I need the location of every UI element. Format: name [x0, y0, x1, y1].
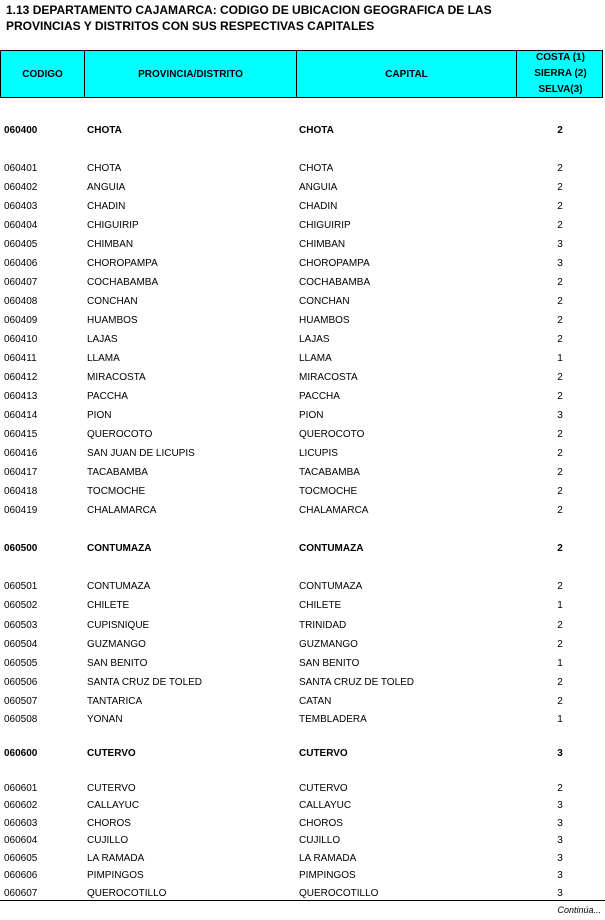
region-cell: 2 — [557, 505, 563, 516]
region-cell: 3 — [557, 853, 563, 864]
codigo-cell: 060410 — [4, 334, 38, 345]
region-cell: 2 — [557, 429, 563, 440]
district-row — [0, 798, 605, 813]
title-line-2: PROVINCIAS Y DISTRITOS CON SUS RESPECTIVAS CAPITALES — [6, 19, 375, 33]
codigo-cell: 060603 — [4, 818, 38, 829]
region-cell: 2 — [557, 296, 563, 307]
region-cell: 2 — [557, 448, 563, 459]
district-row — [0, 484, 605, 499]
nombre-cell: CONTUMAZA — [87, 581, 151, 592]
nombre-cell: QUEROCOTILLO — [87, 888, 167, 899]
codigo-cell: 060403 — [4, 201, 38, 212]
capital-cell: PION — [299, 410, 324, 421]
region-cell: 2 — [557, 639, 563, 650]
district-row — [0, 579, 605, 594]
nombre-cell: LLAMA — [87, 353, 120, 364]
district-row — [0, 332, 605, 347]
codigo-cell: 060409 — [4, 315, 38, 326]
capital-cell: CUTERVO — [299, 748, 348, 759]
codigo-cell: 060501 — [4, 581, 38, 592]
capital-cell: HUAMBOS — [299, 315, 350, 326]
region-cell: 2 — [557, 620, 563, 631]
region-cell: 2 — [557, 486, 563, 497]
nombre-cell: GUZMANGO — [87, 639, 146, 650]
capital-cell: CHOROS — [299, 818, 343, 829]
codigo-cell: 060504 — [4, 639, 38, 650]
header-provincia-distrito: PROVINCIA/DISTRITO — [85, 51, 297, 97]
nombre-cell: CHOROPAMPA — [87, 258, 158, 269]
nombre-cell: YONAN — [87, 714, 123, 725]
nombre-cell: CHIMBAN — [87, 239, 134, 250]
nombre-cell: QUEROCOTO — [87, 429, 153, 440]
capital-cell: MIRACOSTA — [299, 372, 358, 383]
nombre-cell: CALLAYUC — [87, 800, 140, 811]
district-row — [0, 389, 605, 404]
codigo-cell: 060502 — [4, 600, 38, 611]
header-codigo: CODIGO — [1, 51, 85, 97]
district-row — [0, 237, 605, 252]
capital-cell: LICUPIS — [299, 448, 338, 459]
district-row — [0, 816, 605, 831]
codigo-cell: 060406 — [4, 258, 38, 269]
district-row — [0, 446, 605, 461]
district-row — [0, 199, 605, 214]
capital-cell: QUEROCOTILLO — [299, 888, 379, 899]
region-cell: 2 — [557, 277, 563, 288]
nombre-cell: LA RAMADA — [87, 853, 145, 864]
continua-note: Continúa... — [557, 905, 601, 915]
region-cell: 2 — [557, 125, 563, 136]
district-row — [0, 868, 605, 883]
region-cell: 3 — [557, 888, 563, 899]
region-cell: 1 — [557, 714, 563, 725]
capital-cell: CHILETE — [299, 600, 342, 611]
capital-cell: TRINIDAD — [299, 620, 347, 631]
region-cell: 2 — [557, 783, 563, 794]
nombre-cell: SANTA CRUZ DE TOLED — [87, 677, 203, 688]
region-cell: 2 — [557, 182, 563, 193]
district-row — [0, 833, 605, 848]
district-row — [0, 637, 605, 652]
capital-cell: CHIMBAN — [299, 239, 346, 250]
capital-cell: QUEROCOTO — [299, 429, 365, 440]
capital-cell: CHIGUIRIP — [299, 220, 351, 231]
region-cell: 2 — [557, 334, 563, 345]
nombre-cell: TANTARICA — [87, 696, 143, 707]
capital-cell: CATAN — [299, 696, 332, 707]
codigo-cell: 060418 — [4, 486, 38, 497]
capital-cell: CUJILLO — [299, 835, 341, 846]
capital-cell: LA RAMADA — [299, 853, 357, 864]
nombre-cell: SAN JUAN DE LICUPIS — [87, 448, 195, 459]
nombre-cell: TACABAMBA — [87, 467, 148, 478]
nombre-cell: CONCHAN — [87, 296, 138, 307]
region-cell: 2 — [557, 467, 563, 478]
nombre-cell: PACCHA — [87, 391, 128, 402]
district-row — [0, 694, 605, 709]
district-row — [0, 313, 605, 328]
district-row — [0, 886, 605, 901]
district-row — [0, 408, 605, 423]
nombre-cell: CHADIN — [87, 201, 126, 212]
capital-cell: SANTA CRUZ DE TOLED — [299, 677, 415, 688]
capital-cell: CUTERVO — [299, 783, 348, 794]
district-row — [0, 294, 605, 309]
nombre-cell: CHOTA — [87, 125, 122, 136]
codigo-cell: 060508 — [4, 714, 38, 725]
region-cell: 3 — [557, 800, 563, 811]
nombre-cell: CUJILLO — [87, 835, 129, 846]
province-row — [0, 123, 605, 138]
region-cell: 2 — [557, 220, 563, 231]
nombre-cell: LAJAS — [87, 334, 118, 345]
capital-cell: SAN BENITO — [299, 658, 360, 669]
nombre-cell: CHOTA — [87, 163, 122, 174]
district-row — [0, 675, 605, 690]
codigo-cell: 060412 — [4, 372, 38, 383]
codigo-cell: 060500 — [4, 543, 38, 554]
region-cell: 3 — [557, 835, 563, 846]
capital-cell: GUZMANGO — [299, 639, 358, 650]
region-cell: 2 — [557, 372, 563, 383]
nombre-cell: SAN BENITO — [87, 658, 148, 669]
capital-cell: COCHABAMBA — [299, 277, 371, 288]
district-row — [0, 161, 605, 176]
region-cell: 1 — [557, 600, 563, 611]
nombre-cell: PIMPINGOS — [87, 870, 144, 881]
region-cell: 1 — [557, 658, 563, 669]
region-cell: 2 — [557, 315, 563, 326]
capital-cell: ANGUIA — [299, 182, 338, 193]
district-row — [0, 851, 605, 866]
codigo-cell: 060606 — [4, 870, 38, 881]
district-row — [0, 370, 605, 385]
codigo-cell: 060417 — [4, 467, 38, 478]
capital-cell: CHOROPAMPA — [299, 258, 370, 269]
district-row — [0, 180, 605, 195]
codigo-cell: 060503 — [4, 620, 38, 631]
codigo-cell: 060413 — [4, 391, 38, 402]
header-capital: CAPITAL — [297, 51, 517, 97]
nombre-cell: CUPISNIQUE — [87, 620, 150, 631]
codigo-cell: 060415 — [4, 429, 38, 440]
capital-cell: CHALAMARCA — [299, 505, 369, 516]
capital-cell: CHOTA — [299, 125, 334, 136]
codigo-cell: 060400 — [4, 125, 38, 136]
codigo-cell: 060602 — [4, 800, 38, 811]
region-cell: 2 — [557, 543, 563, 554]
region-cell: 3 — [557, 239, 563, 250]
nombre-cell: ANGUIA — [87, 182, 126, 193]
province-row — [0, 746, 605, 761]
codigo-cell: 060607 — [4, 888, 38, 899]
capital-cell: CONTUMAZA — [299, 581, 363, 592]
capital-cell: TACABAMBA — [299, 467, 360, 478]
capital-cell: TOCMOCHE — [299, 486, 358, 497]
province-row — [0, 541, 605, 556]
region-cell: 2 — [557, 201, 563, 212]
nombre-cell: HUAMBOS — [87, 315, 138, 326]
district-row — [0, 503, 605, 518]
region-cell: 2 — [557, 696, 563, 707]
nombre-cell: CHILETE — [87, 600, 130, 611]
region-cell: 3 — [557, 258, 563, 269]
codigo-cell: 060419 — [4, 505, 38, 516]
region-cell: 2 — [557, 391, 563, 402]
codigo-cell: 060414 — [4, 410, 38, 421]
region-cell: 3 — [557, 748, 563, 759]
codigo-cell: 060411 — [4, 353, 37, 364]
district-row — [0, 656, 605, 671]
header-region-selva: SELVA(3) — [538, 84, 583, 95]
codigo-cell: 060604 — [4, 835, 38, 846]
capital-cell: TEMBLADERA — [299, 714, 367, 725]
district-row — [0, 712, 605, 727]
codigo-cell: 060402 — [4, 182, 38, 193]
region-cell: 3 — [557, 410, 563, 421]
district-row — [0, 218, 605, 233]
district-row — [0, 256, 605, 271]
codigo-cell: 060407 — [4, 277, 38, 288]
region-cell: 2 — [557, 163, 563, 174]
bottom-rule — [0, 900, 605, 901]
capital-cell: LAJAS — [299, 334, 330, 345]
region-cell: 2 — [557, 581, 563, 592]
district-row — [0, 781, 605, 796]
nombre-cell: CUTERVO — [87, 748, 136, 759]
nombre-cell: CONTUMAZA — [87, 543, 152, 554]
region-cell: 1 — [557, 353, 563, 364]
nombre-cell: CUTERVO — [87, 783, 136, 794]
district-row — [0, 465, 605, 480]
region-cell: 3 — [557, 818, 563, 829]
header-region-sierra: SIERRA (2) — [534, 68, 587, 79]
nombre-cell: PION — [87, 410, 112, 421]
codigo-cell: 060401 — [4, 163, 38, 174]
nombre-cell: CHIGUIRIP — [87, 220, 139, 231]
capital-cell: CHOTA — [299, 163, 334, 174]
header-region-costa: COSTA (1) — [536, 52, 585, 63]
district-row — [0, 275, 605, 290]
nombre-cell: CHALAMARCA — [87, 505, 157, 516]
district-row — [0, 598, 605, 613]
codigo-cell: 060506 — [4, 677, 38, 688]
capital-cell: PIMPINGOS — [299, 870, 356, 881]
nombre-cell: MIRACOSTA — [87, 372, 146, 383]
region-cell: 2 — [557, 677, 563, 688]
codigo-cell: 060601 — [4, 783, 38, 794]
title-line-1: 1.13 DEPARTAMENTO CAJAMARCA: CODIGO DE UBICACION GEOGRAFICA DE LAS — [6, 3, 492, 17]
codigo-cell: 060408 — [4, 296, 38, 307]
district-row — [0, 351, 605, 366]
capital-cell: CALLAYUC — [299, 800, 352, 811]
capital-cell: LLAMA — [299, 353, 332, 364]
capital-cell: CHADIN — [299, 201, 338, 212]
region-cell: 3 — [557, 870, 563, 881]
district-row — [0, 427, 605, 442]
capital-cell: CONCHAN — [299, 296, 350, 307]
codigo-cell: 060600 — [4, 748, 38, 759]
capital-cell: CONTUMAZA — [299, 543, 364, 554]
capital-cell: PACCHA — [299, 391, 340, 402]
codigo-cell: 060416 — [4, 448, 38, 459]
nombre-cell: COCHABAMBA — [87, 277, 159, 288]
codigo-cell: 060507 — [4, 696, 38, 707]
codigo-cell: 060605 — [4, 853, 38, 864]
codigo-cell: 060505 — [4, 658, 38, 669]
codigo-cell: 060405 — [4, 239, 38, 250]
district-row — [0, 618, 605, 633]
nombre-cell: TOCMOCHE — [87, 486, 146, 497]
codigo-cell: 060404 — [4, 220, 38, 231]
nombre-cell: CHOROS — [87, 818, 131, 829]
